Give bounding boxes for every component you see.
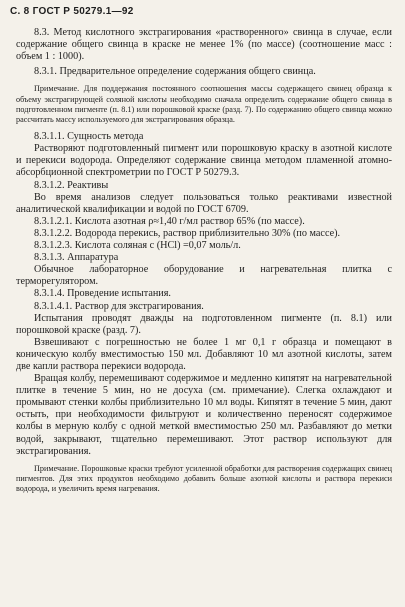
section-8-3-1-2: 8.3.1.2. Реактивы — [34, 179, 109, 191]
section-8-3-1-2-1: 8.3.1.2.1. Кислота азотная ρ≈1,40 г/мл раствор 65% (по массе). — [34, 215, 305, 227]
paragraph-method: Растворяют подготовленный пигмент или порошковую краску в азотной кислоте и перекиси водорода. Определяют содержание свинца методом пламенной атомно-абсорбционной спектрометрии по ГОСТ Р 50279.3. — [16, 143, 392, 179]
section-8-3-1-2-2: 8.3.1.2.2. Водорода перекись, раствор приблизительно 30% (по массе). — [34, 227, 341, 239]
section-8-3: 8.3. Метод кислотного экстрагирования «растворенного» свинца в случае, если содержание общего свинца в краске не менее 1% (по массе) (соотношение масс : объем 1 : 1000). — [16, 27, 392, 63]
page-header: С. 8 ГОСТ Р 50279.1—92 — [10, 6, 134, 17]
paragraph-procedure: Вращая колбу, перемешивают содержимое и медленно кипятят на нагревательной плитке в течение 5 мин, но не досуха (см. примечание). Слегка охлаждают и промывают стенки колбы приблизительно 10 мл воды. Кипятят в течение 5 мин, дают остыть, при необходимости фильтруют и количественно переносят содержимое колбы в мерную колбу с одной меткой вместимостью 250 мл. Разбавляют до метки водой, закрывают, тщательно перемешивают. Этот раствор используют для экстрагирования. — [16, 373, 392, 457]
section-8-3-1-2-3: 8.3.1.2.3. Кислота соляная с (HCl) =0,07 моль/л. — [34, 240, 241, 252]
note-2: Примечание. Порошковые краски требуют усиленной обработки для растворения содержащих свинец пигментов. Для этих продуктов необходимо добавить больше азотной кислоты и раствора перекиси водорода, и увеличить время нагревания. — [16, 463, 392, 494]
note-1: Примечание. Для поддержания постоянного соотношения массы содержащего свинец образца к объему экстрагирующей соляной кислоты необходимо сначала определить содержание общего свинца в подготовленном пигменте (п. 8.1) или порошковой краске (разд. 7). По содержанию общего свинца можно рассчитать массу используемого для экстрагирования образца. — [16, 84, 392, 124]
section-8-3-1-1: 8.3.1.1. Сущность метода — [34, 131, 144, 143]
section-8-3-1-3: 8.3.1.3. Аппаратура — [34, 252, 119, 264]
section-8-3-1-4: 8.3.1.4. Проведение испытания. — [34, 288, 171, 300]
paragraph-weighing: Взвешивают с погрешностью не более 1 мг 0,1 г образца и помещают в коническую колбу вместимостью 150 мл. Добавляют 10 мл азотной кислоты, затем две капли раствора перекиси водорода. — [16, 336, 392, 372]
paragraph-reagents: Во время анализов следует пользоваться только реактивами известной аналитической квалификации и водой по ГОСТ 6709. — [16, 191, 392, 215]
paragraph-apparatus: Обычное лабораторное оборудование и нагревательная плитка с терморегулятором. — [16, 264, 392, 288]
paragraph-tests: Испытания проводят дважды на подготовленном пигменте (п. 8.1) или порошковой краске (разд. 7). — [16, 312, 392, 336]
document-body — [16, 27, 392, 494]
section-8-3-1-4-1: 8.3.1.4.1. Раствор для экстрагирования. — [34, 300, 204, 312]
section-8-3-1: 8.3.1. Предварительное определение содержания общего свинца. — [34, 66, 316, 78]
